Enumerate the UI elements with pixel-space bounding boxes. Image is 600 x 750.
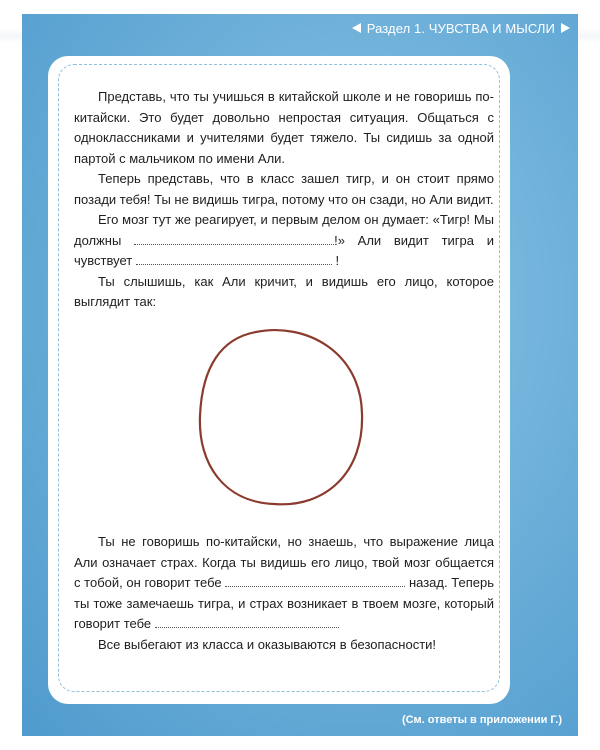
face-drawing-circle[interactable] — [196, 322, 366, 512]
section-title: Раздел 1. ЧУВСТВА И МЫСЛИ — [366, 20, 555, 36]
face-outline-circle — [200, 330, 362, 504]
paragraph-3 — [74, 210, 494, 272]
answer-blank-4[interactable] — [155, 615, 339, 628]
story-text-top — [74, 87, 494, 313]
section-header — [280, 18, 570, 38]
paragraph-3-part-c: ! — [335, 253, 340, 268]
arrow-right-icon — [561, 23, 570, 33]
paragraph-1: Представь, что ты учишься в китайской школе и не говоришь по-китайски. Это будет довольно непростая ситуация. Общаться с одноклассниками и учителями будет тяжело. Ты сидишь за одной партой с мальчиком по имени Али. — [74, 89, 494, 166]
arrow-left-icon — [352, 23, 361, 33]
paragraph-5-part-b: назад. Теперь ты тоже замечаешь тигра, и страх возникает в твоем мозге, который говорит тебе — [74, 575, 494, 631]
paragraph-5-part-a: Ты не говоришь по-китайски, но знаешь, что выражение лица Али означает страх. Когда ты видишь его лицо, твой мозг общается с тобой, он говорит тебе — [74, 534, 494, 590]
answers-note: (См. ответы в приложении Г.) — [401, 714, 562, 726]
answer-blank-2[interactable] — [136, 252, 332, 265]
paragraph-4: Ты слышишь, как Али кричит, и видишь его лицо, которое выглядит так: — [74, 273, 494, 309]
answer-blank-3[interactable] — [225, 574, 405, 587]
paragraph-3-part-a: Его мозг тут же реагирует, и первым делом он думает: «Тигр! Мы должны — [74, 212, 494, 248]
story-text-bottom — [74, 532, 494, 655]
answer-blank-1[interactable] — [134, 232, 334, 245]
paragraph-2: Теперь представь, что в класс зашел тигр, и он стоит прямо позади тебя! Ты не видишь тигра, потому что он сзади, но Али видит. — [74, 171, 494, 207]
paragraph-3-part-b: !» Али видит тигра и чувствует — [74, 232, 494, 268]
paragraph-6: Все выбегают из класса и оказываются в безопасности! — [98, 636, 437, 652]
paragraph-5 — [74, 532, 494, 635]
